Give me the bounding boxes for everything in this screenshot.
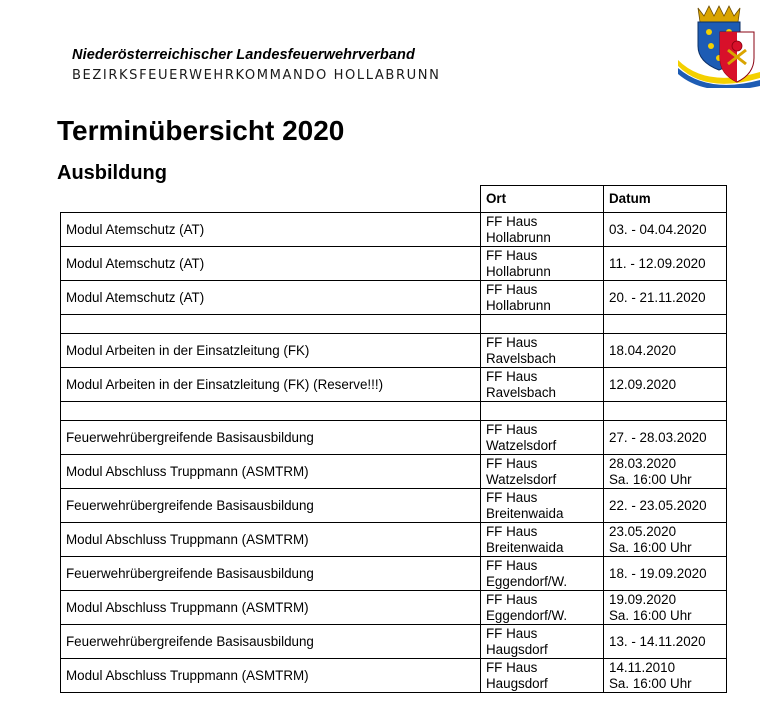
date-line: 03. - 04.04.2020 bbox=[609, 221, 707, 237]
header-ort: Ort bbox=[481, 186, 604, 213]
spacer-cell bbox=[481, 402, 604, 421]
fire-brigade-logo bbox=[676, 2, 762, 88]
course-cell: Modul Arbeiten in der Einsatzleitung (FK) (Reserve!!!) bbox=[61, 368, 481, 402]
course-cell: Modul Abschluss Truppmann (ASMTRM) bbox=[61, 659, 481, 693]
course-cell: Feuerwehrübergreifende Basisausbildung bbox=[61, 489, 481, 523]
location-cell bbox=[481, 489, 604, 523]
location-line: FF Haus bbox=[486, 247, 538, 263]
location-cell bbox=[481, 421, 604, 455]
date-cell bbox=[604, 281, 727, 315]
location-cell bbox=[481, 368, 604, 402]
date-cell bbox=[604, 523, 727, 557]
table-row bbox=[61, 213, 727, 247]
course-cell: Modul Atemschutz (AT) bbox=[61, 247, 481, 281]
location-line: Breitenwaida bbox=[486, 539, 564, 555]
spacer-cell bbox=[61, 315, 481, 334]
location-line: Ravelsbach bbox=[486, 350, 556, 366]
date-cell bbox=[604, 659, 727, 693]
date-line: 23.05.2020 bbox=[609, 523, 677, 539]
course-cell: Modul Abschluss Truppmann (ASMTRM) bbox=[61, 455, 481, 489]
course-cell: Modul Atemschutz (AT) bbox=[61, 213, 481, 247]
time-line: Sa. 16:00 Uhr bbox=[609, 607, 692, 623]
date-line: 19.09.2020 bbox=[609, 591, 677, 607]
location-line: FF Haus bbox=[486, 368, 538, 384]
location-line: Ravelsbach bbox=[486, 384, 556, 400]
table-row bbox=[61, 247, 727, 281]
spacer-cell bbox=[604, 402, 727, 421]
location-line: Hollabrunn bbox=[486, 297, 551, 313]
date-line: 11. - 12.09.2020 bbox=[609, 255, 706, 271]
course-cell: Modul Arbeiten in der Einsatzleitung (FK) bbox=[61, 334, 481, 368]
table-spacer-row bbox=[61, 402, 727, 421]
location-line: Hollabrunn bbox=[486, 229, 551, 245]
date-cell bbox=[604, 455, 727, 489]
date-cell bbox=[604, 213, 727, 247]
location-cell bbox=[481, 591, 604, 625]
location-cell bbox=[481, 659, 604, 693]
table-row bbox=[61, 281, 727, 315]
header-course bbox=[61, 186, 481, 213]
course-cell: Feuerwehrübergreifende Basisausbildung bbox=[61, 421, 481, 455]
section-heading: Ausbildung bbox=[57, 162, 167, 184]
header-datum: Datum bbox=[604, 186, 727, 213]
spacer-cell bbox=[481, 315, 604, 334]
date-cell bbox=[604, 247, 727, 281]
location-cell bbox=[481, 523, 604, 557]
location-line: Watzelsdorf bbox=[486, 437, 557, 453]
location-line: FF Haus bbox=[486, 659, 538, 675]
date-line: 18.04.2020 bbox=[609, 342, 677, 358]
spacer-cell bbox=[61, 402, 481, 421]
spacer-cell bbox=[604, 315, 727, 334]
location-line: FF Haus bbox=[486, 591, 538, 607]
schedule-table bbox=[60, 185, 727, 693]
location-line: Breitenwaida bbox=[486, 505, 564, 521]
table-row bbox=[61, 368, 727, 402]
location-line: FF Haus bbox=[486, 625, 538, 641]
location-cell bbox=[481, 625, 604, 659]
date-cell bbox=[604, 489, 727, 523]
location-line: FF Haus bbox=[486, 213, 538, 229]
location-line: Eggendorf/W. bbox=[486, 607, 568, 623]
table-header-row bbox=[61, 186, 727, 213]
table-row bbox=[61, 523, 727, 557]
location-cell bbox=[481, 247, 604, 281]
location-line: FF Haus bbox=[486, 281, 538, 297]
date-cell bbox=[604, 368, 727, 402]
date-cell bbox=[604, 557, 727, 591]
table-spacer-row bbox=[61, 315, 727, 334]
date-cell bbox=[604, 334, 727, 368]
table-row bbox=[61, 421, 727, 455]
table-row bbox=[61, 591, 727, 625]
location-line: FF Haus bbox=[486, 455, 538, 471]
date-line: 12.09.2020 bbox=[609, 376, 677, 392]
logo-crown bbox=[698, 6, 740, 22]
table-row bbox=[61, 334, 727, 368]
location-line: FF Haus bbox=[486, 557, 538, 573]
org-subtitle: BEZIRKSFEUERWEHRKOMMANDO HOLLABRUNN bbox=[72, 68, 441, 83]
location-line: FF Haus bbox=[486, 334, 538, 350]
date-line: 18. - 19.09.2020 bbox=[609, 565, 707, 581]
date-cell bbox=[604, 591, 727, 625]
time-line: Sa. 16:00 Uhr bbox=[609, 471, 692, 487]
date-cell bbox=[604, 625, 727, 659]
location-line: Hollabrunn bbox=[486, 263, 551, 279]
org-name: Niederösterreichischer Landesfeuerwehrverband bbox=[72, 47, 415, 63]
table-row bbox=[61, 557, 727, 591]
table-row bbox=[61, 489, 727, 523]
time-line: Sa. 16:00 Uhr bbox=[609, 539, 692, 555]
time-line: Sa. 16:00 Uhr bbox=[609, 675, 692, 691]
location-cell bbox=[481, 213, 604, 247]
table-row bbox=[61, 455, 727, 489]
location-line: Eggendorf/W. bbox=[486, 573, 568, 589]
location-line: Haugsdorf bbox=[486, 675, 548, 691]
date-line: 14.11.2010 bbox=[609, 659, 676, 675]
location-line: Watzelsdorf bbox=[486, 471, 557, 487]
table-row bbox=[61, 625, 727, 659]
location-line: Haugsdorf bbox=[486, 641, 548, 657]
location-line: FF Haus bbox=[486, 489, 538, 505]
course-cell: Modul Abschluss Truppmann (ASMTRM) bbox=[61, 523, 481, 557]
date-line: 28.03.2020 bbox=[609, 455, 677, 471]
date-line: 13. - 14.11.2020 bbox=[609, 633, 706, 649]
date-line: 20. - 21.11.2020 bbox=[609, 289, 706, 305]
date-line: 22. - 23.05.2020 bbox=[609, 497, 707, 513]
table-row bbox=[61, 659, 727, 693]
location-cell bbox=[481, 455, 604, 489]
location-cell bbox=[481, 557, 604, 591]
course-cell: Feuerwehrübergreifende Basisausbildung bbox=[61, 625, 481, 659]
location-cell bbox=[481, 334, 604, 368]
page-title: Terminübersicht 2020 bbox=[57, 115, 345, 146]
location-line: FF Haus bbox=[486, 523, 538, 539]
date-line: 27. - 28.03.2020 bbox=[609, 429, 707, 445]
course-cell: Feuerwehrübergreifende Basisausbildung bbox=[61, 557, 481, 591]
course-cell: Modul Atemschutz (AT) bbox=[61, 281, 481, 315]
date-cell bbox=[604, 421, 727, 455]
location-line: FF Haus bbox=[486, 421, 538, 437]
course-cell: Modul Abschluss Truppmann (ASMTRM) bbox=[61, 591, 481, 625]
location-cell bbox=[481, 281, 604, 315]
